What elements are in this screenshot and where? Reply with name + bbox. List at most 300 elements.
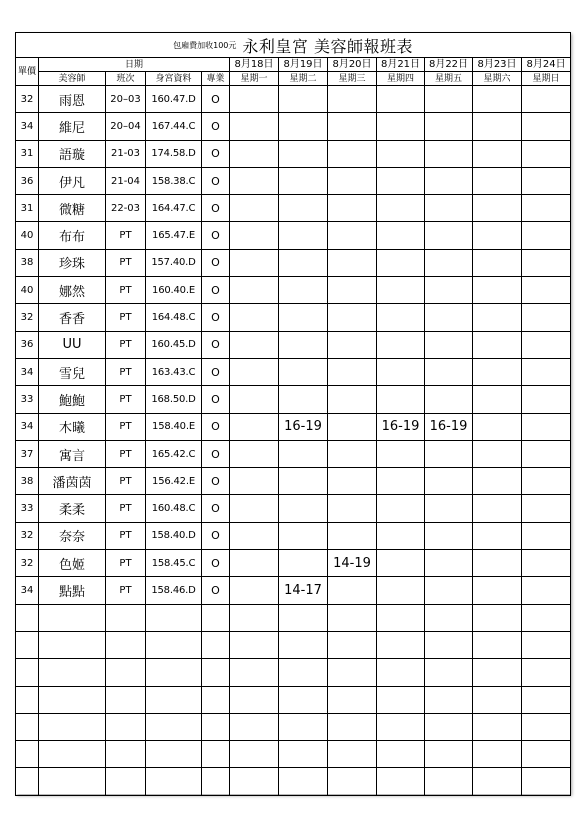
empty-cell[interactable] [522,686,571,713]
schedule-cell[interactable] [522,550,571,577]
specialty-cell[interactable]: O [202,249,230,276]
schedule-cell[interactable] [425,577,473,604]
empty-cell[interactable] [39,768,106,795]
unit-price-cell[interactable]: 38 [16,249,39,276]
empty-cell[interactable] [377,741,425,768]
schedule-cell[interactable] [425,86,473,113]
empty-cell[interactable] [16,768,39,795]
empty-cell[interactable] [279,659,328,686]
empty-cell[interactable] [377,659,425,686]
specialty-cell[interactable]: O [202,140,230,167]
schedule-cell[interactable]: 14-19 [328,550,377,577]
profile-cell[interactable]: 167.44.C [146,113,202,140]
schedule-cell[interactable] [377,386,425,413]
empty-cell[interactable] [328,741,377,768]
schedule-cell[interactable] [425,277,473,304]
schedule-cell[interactable] [279,386,328,413]
empty-cell[interactable] [202,713,230,740]
schedule-cell[interactable] [377,331,425,358]
unit-price-cell[interactable]: 34 [16,413,39,440]
schedule-cell[interactable] [230,358,279,385]
schedule-cell[interactable] [377,304,425,331]
schedule-cell[interactable] [279,331,328,358]
empty-cell[interactable] [16,659,39,686]
schedule-cell[interactable] [522,277,571,304]
schedule-cell[interactable] [279,468,328,495]
beautician-name-cell[interactable]: 奈奈 [39,522,106,549]
schedule-cell[interactable] [377,222,425,249]
schedule-cell[interactable] [473,358,522,385]
schedule-cell[interactable] [522,304,571,331]
schedule-cell[interactable] [230,304,279,331]
schedule-cell[interactable] [473,468,522,495]
empty-cell[interactable] [328,713,377,740]
shift-cell[interactable]: PT [106,304,146,331]
unit-price-cell[interactable]: 38 [16,468,39,495]
schedule-cell[interactable] [473,86,522,113]
schedule-cell[interactable] [377,522,425,549]
empty-cell[interactable] [146,686,202,713]
empty-cell[interactable] [230,741,279,768]
schedule-cell[interactable] [230,413,279,440]
schedule-cell[interactable] [230,577,279,604]
empty-cell[interactable] [146,741,202,768]
schedule-cell[interactable] [377,195,425,222]
schedule-cell[interactable] [425,468,473,495]
profile-cell[interactable]: 160.40.E [146,277,202,304]
specialty-cell[interactable]: O [202,495,230,522]
schedule-cell[interactable] [230,440,279,467]
schedule-cell[interactable] [279,550,328,577]
empty-cell[interactable] [146,713,202,740]
schedule-cell[interactable] [522,140,571,167]
profile-cell[interactable]: 158.45.C [146,550,202,577]
schedule-cell[interactable] [328,195,377,222]
schedule-cell[interactable] [522,113,571,140]
empty-cell[interactable] [522,604,571,631]
schedule-cell[interactable] [230,331,279,358]
unit-price-cell[interactable]: 40 [16,277,39,304]
schedule-cell[interactable] [473,304,522,331]
beautician-name-cell[interactable]: 布布 [39,222,106,249]
specialty-cell[interactable]: O [202,522,230,549]
schedule-cell[interactable]: 16-19 [279,413,328,440]
empty-cell[interactable] [279,741,328,768]
schedule-cell[interactable] [425,386,473,413]
schedule-cell[interactable] [522,86,571,113]
schedule-cell[interactable] [377,550,425,577]
schedule-cell[interactable] [230,550,279,577]
shift-cell[interactable]: PT [106,413,146,440]
schedule-cell[interactable] [425,167,473,194]
profile-cell[interactable]: 163.43.C [146,358,202,385]
schedule-cell[interactable] [377,249,425,276]
specialty-cell[interactable]: O [202,577,230,604]
schedule-cell[interactable] [328,140,377,167]
profile-cell[interactable]: 160.45.D [146,331,202,358]
empty-cell[interactable] [230,659,279,686]
beautician-name-cell[interactable]: 珍珠 [39,249,106,276]
empty-cell[interactable] [16,604,39,631]
shift-cell[interactable]: PT [106,468,146,495]
schedule-cell[interactable] [425,113,473,140]
schedule-cell[interactable] [328,222,377,249]
empty-cell[interactable] [328,604,377,631]
empty-cell[interactable] [425,631,473,658]
schedule-cell[interactable] [473,167,522,194]
beautician-name-cell[interactable]: 微糖 [39,195,106,222]
empty-cell[interactable] [106,604,146,631]
empty-cell[interactable] [377,604,425,631]
schedule-cell[interactable]: 16-19 [425,413,473,440]
shift-cell[interactable]: 21-03 [106,140,146,167]
empty-cell[interactable] [328,659,377,686]
specialty-cell[interactable]: O [202,113,230,140]
shift-cell[interactable]: PT [106,495,146,522]
specialty-cell[interactable]: O [202,167,230,194]
schedule-cell[interactable] [377,495,425,522]
empty-cell[interactable] [377,713,425,740]
empty-cell[interactable] [39,741,106,768]
schedule-cell[interactable] [522,522,571,549]
unit-price-cell[interactable]: 36 [16,167,39,194]
schedule-cell[interactable] [522,495,571,522]
schedule-cell[interactable] [377,167,425,194]
schedule-cell[interactable] [328,113,377,140]
beautician-name-cell[interactable]: 柔柔 [39,495,106,522]
unit-price-cell[interactable]: 33 [16,495,39,522]
schedule-cell[interactable] [279,140,328,167]
schedule-cell[interactable] [377,440,425,467]
schedule-cell[interactable] [328,468,377,495]
beautician-name-cell[interactable]: 伊凡 [39,167,106,194]
schedule-cell[interactable] [279,249,328,276]
unit-price-cell[interactable]: 37 [16,440,39,467]
schedule-cell[interactable] [328,577,377,604]
empty-cell[interactable] [39,631,106,658]
specialty-cell[interactable]: O [202,358,230,385]
beautician-name-cell[interactable]: 娜然 [39,277,106,304]
schedule-cell[interactable] [522,167,571,194]
empty-cell[interactable] [39,686,106,713]
empty-cell[interactable] [328,768,377,795]
profile-cell[interactable]: 157.40.D [146,249,202,276]
unit-price-cell[interactable]: 31 [16,140,39,167]
schedule-cell[interactable] [473,550,522,577]
beautician-name-cell[interactable]: 鮑鮑 [39,386,106,413]
empty-cell[interactable] [522,768,571,795]
empty-cell[interactable] [16,741,39,768]
empty-cell[interactable] [106,713,146,740]
schedule-cell[interactable] [522,222,571,249]
schedule-cell[interactable] [473,577,522,604]
schedule-cell[interactable] [473,495,522,522]
shift-cell[interactable]: PT [106,358,146,385]
empty-cell[interactable] [146,768,202,795]
schedule-cell[interactable] [473,440,522,467]
schedule-cell[interactable] [279,167,328,194]
schedule-cell[interactable] [522,249,571,276]
schedule-cell[interactable] [425,550,473,577]
schedule-cell[interactable] [473,195,522,222]
empty-cell[interactable] [522,659,571,686]
unit-price-cell[interactable]: 36 [16,331,39,358]
profile-cell[interactable]: 160.48.C [146,495,202,522]
profile-cell[interactable]: 160.47.D [146,86,202,113]
schedule-cell[interactable]: 16-19 [377,413,425,440]
beautician-name-cell[interactable]: 香香 [39,304,106,331]
shift-cell[interactable]: 20–03 [106,86,146,113]
empty-cell[interactable] [106,768,146,795]
unit-price-cell[interactable]: 32 [16,550,39,577]
empty-cell[interactable] [377,631,425,658]
empty-cell[interactable] [146,631,202,658]
empty-cell[interactable] [522,741,571,768]
schedule-cell[interactable] [230,386,279,413]
profile-cell[interactable]: 168.50.D [146,386,202,413]
schedule-cell[interactable] [473,140,522,167]
schedule-cell[interactable] [473,386,522,413]
empty-cell[interactable] [473,768,522,795]
specialty-cell[interactable]: O [202,277,230,304]
schedule-cell[interactable] [328,522,377,549]
empty-cell[interactable] [425,686,473,713]
schedule-cell[interactable] [328,386,377,413]
empty-cell[interactable] [425,604,473,631]
shift-cell[interactable]: 20–04 [106,113,146,140]
profile-cell[interactable]: 158.40.D [146,522,202,549]
empty-cell[interactable] [473,659,522,686]
beautician-name-cell[interactable]: 潘茵茵 [39,468,106,495]
schedule-cell[interactable] [328,358,377,385]
schedule-cell[interactable] [377,113,425,140]
schedule-cell[interactable] [328,495,377,522]
empty-cell[interactable] [202,768,230,795]
profile-cell[interactable]: 165.47.E [146,222,202,249]
beautician-name-cell[interactable]: 色姬 [39,550,106,577]
unit-price-cell[interactable]: 34 [16,358,39,385]
specialty-cell[interactable]: O [202,440,230,467]
schedule-cell[interactable] [425,249,473,276]
schedule-cell[interactable] [377,277,425,304]
schedule-cell[interactable] [425,195,473,222]
empty-cell[interactable] [522,631,571,658]
schedule-cell[interactable] [522,331,571,358]
empty-cell[interactable] [473,713,522,740]
empty-cell[interactable] [16,713,39,740]
shift-cell[interactable]: PT [106,277,146,304]
empty-cell[interactable] [230,768,279,795]
schedule-cell[interactable]: 14-17 [279,577,328,604]
unit-price-cell[interactable]: 33 [16,386,39,413]
schedule-cell[interactable] [230,495,279,522]
empty-cell[interactable] [473,604,522,631]
specialty-cell[interactable]: O [202,222,230,249]
schedule-cell[interactable] [279,86,328,113]
schedule-cell[interactable] [328,249,377,276]
schedule-cell[interactable] [279,304,328,331]
empty-cell[interactable] [230,631,279,658]
schedule-cell[interactable] [279,522,328,549]
specialty-cell[interactable]: O [202,413,230,440]
profile-cell[interactable]: 164.48.C [146,304,202,331]
shift-cell[interactable]: PT [106,440,146,467]
schedule-cell[interactable] [473,522,522,549]
profile-cell[interactable]: 165.42.C [146,440,202,467]
schedule-cell[interactable] [230,140,279,167]
schedule-cell[interactable] [230,113,279,140]
profile-cell[interactable]: 164.47.C [146,195,202,222]
profile-cell[interactable]: 174.58.D [146,140,202,167]
schedule-cell[interactable] [230,522,279,549]
schedule-cell[interactable] [425,358,473,385]
empty-cell[interactable] [425,713,473,740]
empty-cell[interactable] [39,604,106,631]
schedule-cell[interactable] [377,86,425,113]
specialty-cell[interactable]: O [202,550,230,577]
empty-cell[interactable] [202,741,230,768]
schedule-cell[interactable] [230,86,279,113]
empty-cell[interactable] [39,713,106,740]
unit-price-cell[interactable]: 32 [16,522,39,549]
shift-cell[interactable]: PT [106,249,146,276]
schedule-cell[interactable] [425,222,473,249]
schedule-cell[interactable] [425,140,473,167]
empty-cell[interactable] [328,686,377,713]
empty-cell[interactable] [425,659,473,686]
schedule-cell[interactable] [328,304,377,331]
schedule-cell[interactable] [473,331,522,358]
specialty-cell[interactable]: O [202,304,230,331]
schedule-cell[interactable] [522,358,571,385]
schedule-cell[interactable] [425,522,473,549]
schedule-cell[interactable] [230,222,279,249]
shift-cell[interactable]: PT [106,550,146,577]
empty-cell[interactable] [146,659,202,686]
schedule-cell[interactable] [522,440,571,467]
shift-cell[interactable]: PT [106,522,146,549]
unit-price-cell[interactable]: 32 [16,304,39,331]
schedule-cell[interactable] [522,386,571,413]
empty-cell[interactable] [279,686,328,713]
empty-cell[interactable] [473,741,522,768]
schedule-cell[interactable] [279,277,328,304]
schedule-cell[interactable] [328,440,377,467]
specialty-cell[interactable]: O [202,331,230,358]
schedule-cell[interactable] [425,440,473,467]
unit-price-cell[interactable]: 40 [16,222,39,249]
beautician-name-cell[interactable]: 維尼 [39,113,106,140]
empty-cell[interactable] [425,768,473,795]
empty-cell[interactable] [230,686,279,713]
profile-cell[interactable]: 158.38.C [146,167,202,194]
schedule-cell[interactable] [230,249,279,276]
specialty-cell[interactable]: O [202,468,230,495]
profile-cell[interactable]: 156.42.E [146,468,202,495]
empty-cell[interactable] [202,686,230,713]
specialty-cell[interactable]: O [202,386,230,413]
profile-cell[interactable]: 158.40.E [146,413,202,440]
empty-cell[interactable] [106,741,146,768]
schedule-cell[interactable] [377,140,425,167]
schedule-cell[interactable] [230,277,279,304]
unit-price-cell[interactable]: 32 [16,86,39,113]
empty-cell[interactable] [16,686,39,713]
beautician-name-cell[interactable]: UU [39,331,106,358]
shift-cell[interactable]: PT [106,331,146,358]
empty-cell[interactable] [473,686,522,713]
empty-cell[interactable] [106,659,146,686]
beautician-name-cell[interactable]: 雪兒 [39,358,106,385]
empty-cell[interactable] [377,768,425,795]
beautician-name-cell[interactable]: 寓言 [39,440,106,467]
empty-cell[interactable] [106,686,146,713]
empty-cell[interactable] [328,631,377,658]
schedule-cell[interactable] [522,577,571,604]
empty-cell[interactable] [425,741,473,768]
empty-cell[interactable] [279,604,328,631]
empty-cell[interactable] [16,631,39,658]
empty-cell[interactable] [279,631,328,658]
schedule-cell[interactable] [522,468,571,495]
schedule-cell[interactable] [473,277,522,304]
empty-cell[interactable] [473,631,522,658]
unit-price-cell[interactable]: 34 [16,577,39,604]
schedule-cell[interactable] [473,413,522,440]
beautician-name-cell[interactable]: 木曦 [39,413,106,440]
shift-cell[interactable]: PT [106,577,146,604]
shift-cell[interactable]: PT [106,386,146,413]
specialty-cell[interactable]: O [202,195,230,222]
schedule-cell[interactable] [377,468,425,495]
schedule-cell[interactable] [425,304,473,331]
schedule-cell[interactable] [279,440,328,467]
unit-price-cell[interactable]: 34 [16,113,39,140]
schedule-cell[interactable] [279,358,328,385]
schedule-cell[interactable] [328,277,377,304]
schedule-cell[interactable] [328,413,377,440]
schedule-cell[interactable] [230,167,279,194]
empty-cell[interactable] [106,631,146,658]
empty-cell[interactable] [230,604,279,631]
schedule-cell[interactable] [328,86,377,113]
shift-cell[interactable]: 22-03 [106,195,146,222]
empty-cell[interactable] [146,604,202,631]
profile-cell[interactable]: 158.46.D [146,577,202,604]
specialty-cell[interactable]: O [202,86,230,113]
schedule-cell[interactable] [522,195,571,222]
beautician-name-cell[interactable]: 雨恩 [39,86,106,113]
schedule-cell[interactable] [473,113,522,140]
schedule-cell[interactable] [279,222,328,249]
schedule-cell[interactable] [425,495,473,522]
schedule-cell[interactable] [377,577,425,604]
empty-cell[interactable] [39,659,106,686]
schedule-cell[interactable] [377,358,425,385]
schedule-cell[interactable] [328,331,377,358]
schedule-cell[interactable] [230,468,279,495]
shift-cell[interactable]: 21-04 [106,167,146,194]
beautician-name-cell[interactable]: 語璇 [39,140,106,167]
empty-cell[interactable] [279,768,328,795]
schedule-cell[interactable] [279,495,328,522]
schedule-cell[interactable] [279,113,328,140]
schedule-cell[interactable] [473,222,522,249]
empty-cell[interactable] [202,604,230,631]
empty-cell[interactable] [202,631,230,658]
empty-cell[interactable] [202,659,230,686]
schedule-cell[interactable] [230,195,279,222]
